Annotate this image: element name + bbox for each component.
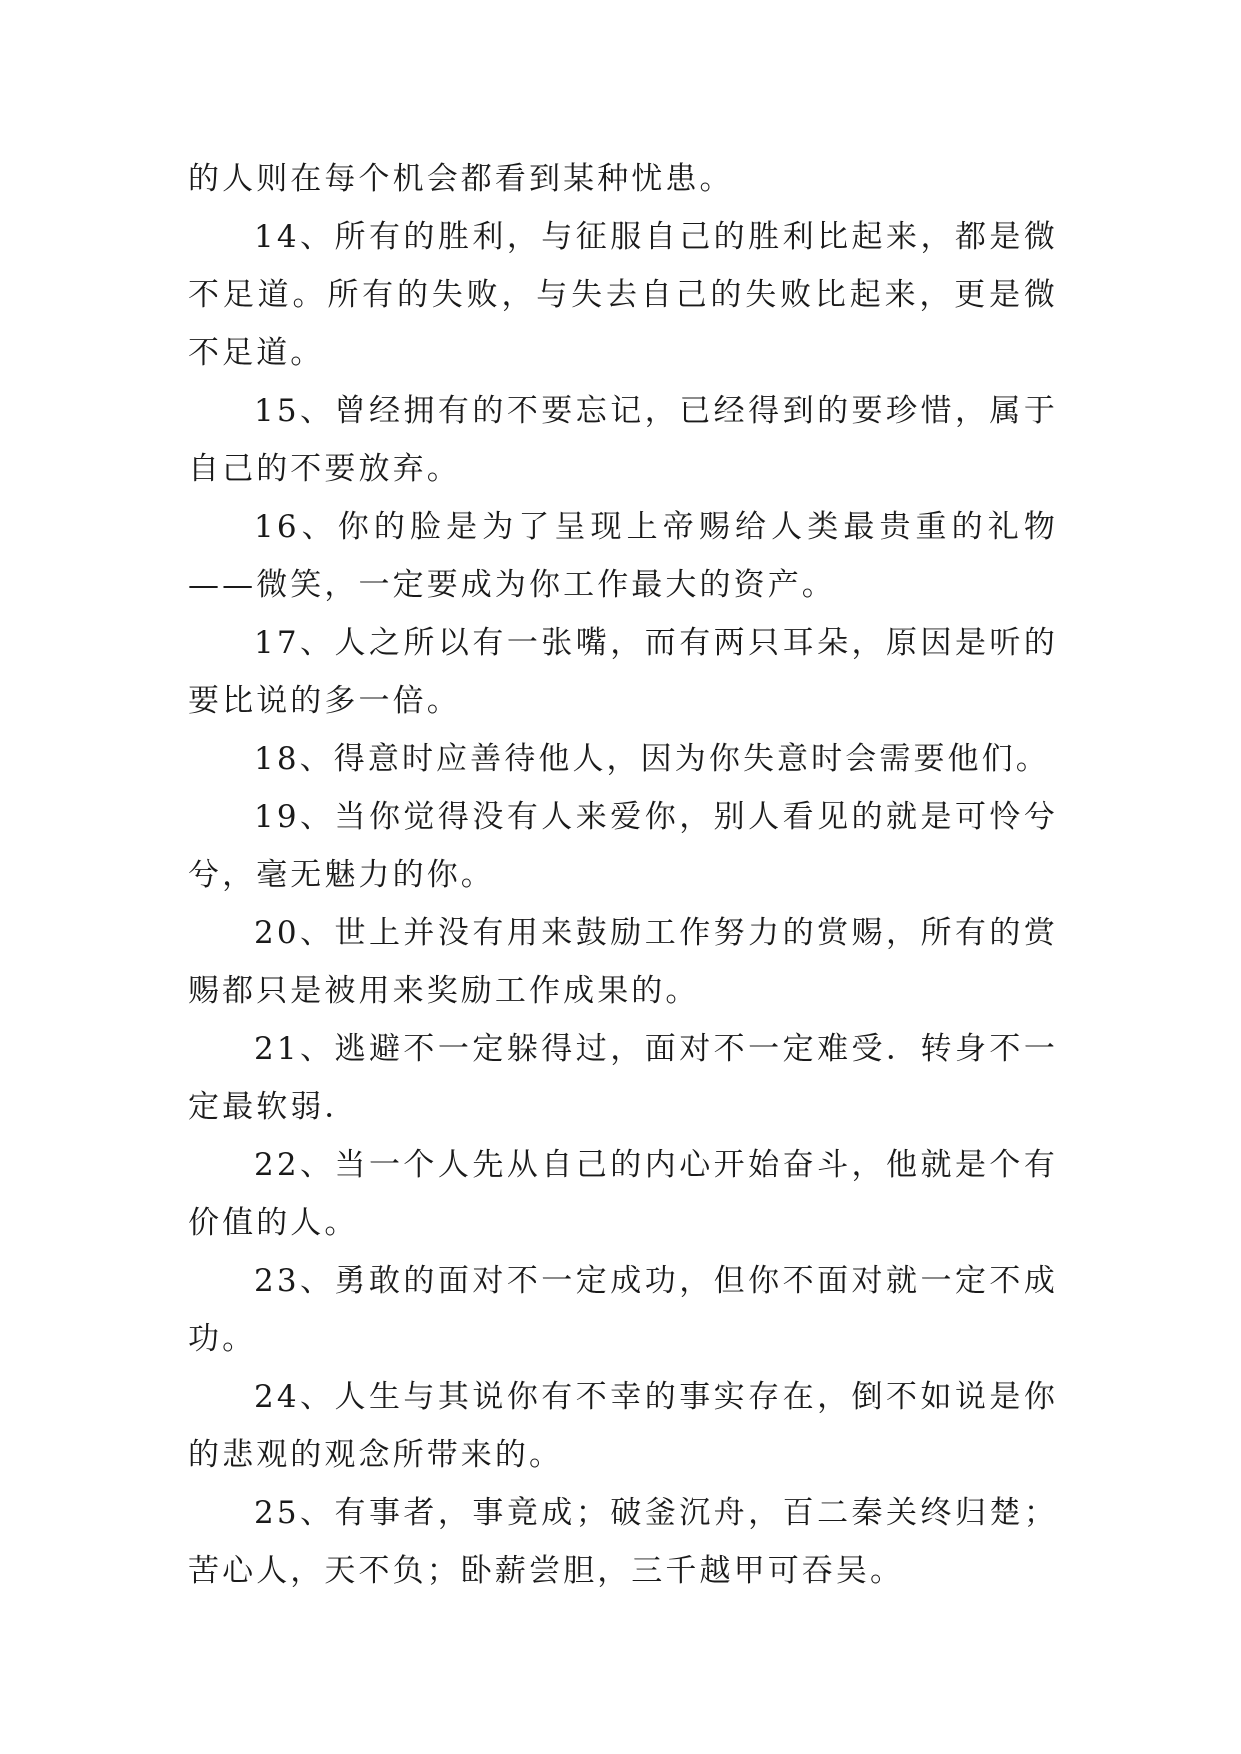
paragraph-20: 20、世上并没有用来鼓励工作努力的赏赐，所有的赏赐都只是被用来奖励工作成果的。 xyxy=(188,915,1058,1009)
paragraph-18: 18、得意时应善待他人，因为你失意时会需要他们。 xyxy=(254,741,1050,777)
paragraph-19: 19、当你觉得没有人来爱你，别人看见的就是可怜兮兮，毫无魅力的你。 xyxy=(188,799,1058,893)
paragraph-17: 17、人之所以有一张嘴，而有两只耳朵，原因是听的要比说的多一倍。 xyxy=(188,625,1058,719)
paragraph-24: 24、人生与其说你有不幸的事实存在，倒不如说是你的悲观的观念所带来的。 xyxy=(188,1379,1058,1473)
paragraph-21: 21、逃避不一定躲得过，面对不一定难受．转身不一定最软弱． xyxy=(188,1031,1058,1125)
document-page xyxy=(188,150,1058,1600)
paragraph-22: 22、当一个人先从自己的内心开始奋斗，他就是个有价值的人。 xyxy=(188,1147,1058,1241)
paragraph-23: 23、勇敢的面对不一定成功，但你不面对就一定不成功。 xyxy=(188,1263,1058,1357)
paragraph-25: 25、有事者，事竟成；破釜沉舟，百二秦关终归楚；苦心人，天不负；卧薪尝胆，三千越甲可吞吴。 xyxy=(188,1495,1058,1589)
paragraph-14: 14、所有的胜利，与征服自己的胜利比起来，都是微不足道。所有的失败，与失去自己的失败比起来，更是微不足道。 xyxy=(188,219,1058,371)
paragraph-15: 15、曾经拥有的不要忘记，已经得到的要珍惜，属于自己的不要放弃。 xyxy=(188,393,1058,487)
paragraph-16: 16、你的脸是为了呈现上帝赐给人类最贵重的礼物——微笑，一定要成为你工作最大的资产。 xyxy=(188,509,1058,603)
paragraph-continuation: 的人则在每个机会都看到某种忧患。 xyxy=(188,161,734,197)
